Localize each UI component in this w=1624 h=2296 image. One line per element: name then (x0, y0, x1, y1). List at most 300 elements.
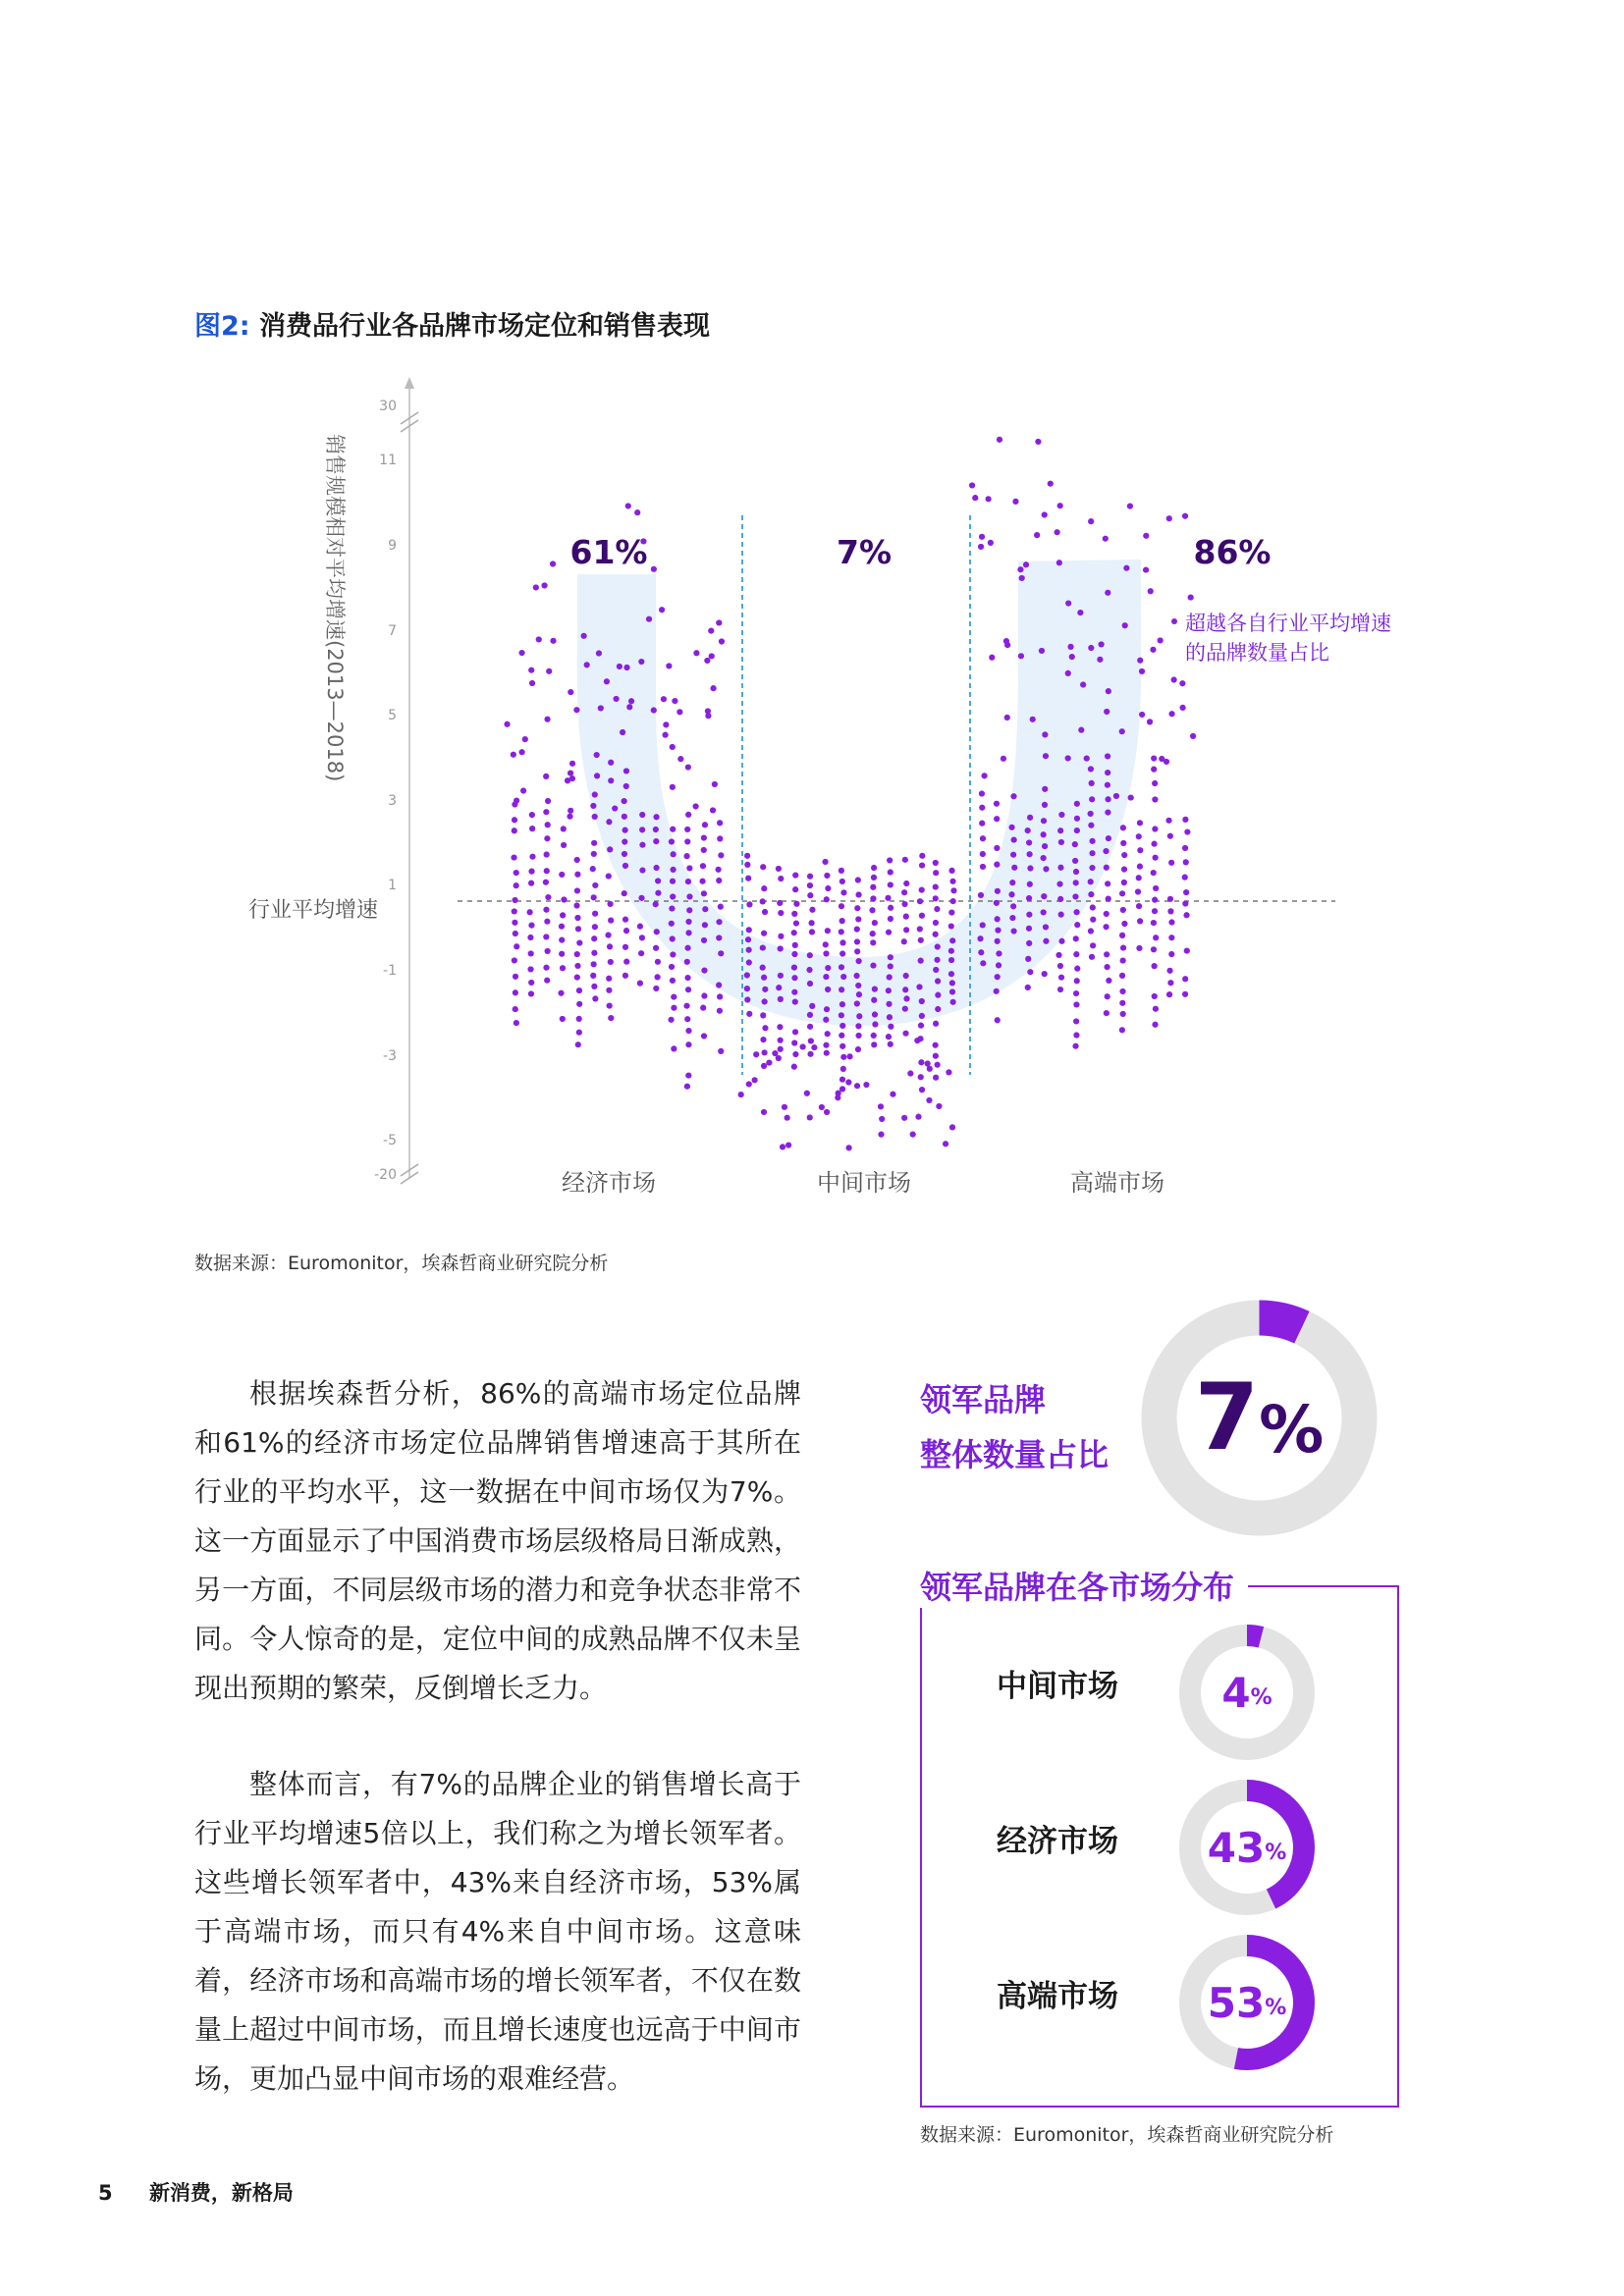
scatter-point (886, 988, 892, 993)
scatter-point (622, 890, 627, 896)
scatter-point (608, 760, 614, 766)
scatter-point (1041, 909, 1047, 915)
scatter-point (1026, 912, 1032, 918)
scatter-point (1074, 828, 1080, 833)
scatter-point (1106, 835, 1111, 841)
scatter-point (512, 957, 517, 963)
scatter-point (512, 817, 517, 823)
scatter-point (933, 860, 939, 866)
scatter-point (590, 803, 596, 809)
scatter-point (933, 920, 939, 926)
scatter-point (528, 950, 534, 956)
scatter-point (1074, 922, 1080, 928)
scatter-point (1008, 825, 1014, 830)
scatter-point (1137, 864, 1143, 870)
scatter-point (856, 991, 862, 997)
scatter-point (514, 1020, 519, 1026)
scatter-point (870, 884, 876, 890)
market-percent-num: 4 (1221, 1668, 1251, 1717)
scatter-point (655, 959, 661, 965)
scatter-point (1128, 794, 1134, 800)
scatter-point (550, 561, 556, 566)
scatter-point (527, 934, 533, 940)
scatter-point (839, 879, 845, 884)
scatter-point (981, 773, 987, 778)
scatter-point (716, 878, 722, 883)
scatter-point (672, 698, 677, 704)
market-name: 中间市场 (997, 1669, 1118, 1704)
scatter-point (792, 1051, 798, 1057)
scatter-point (1030, 717, 1036, 722)
scatter-point (1010, 928, 1016, 934)
scatter-point (671, 1005, 677, 1011)
scatter-point (529, 854, 535, 860)
scatter-point (1165, 818, 1171, 824)
scatter-point (854, 926, 860, 932)
scatter-point (903, 995, 909, 1001)
scatter-point (1043, 924, 1049, 930)
scatter-point (840, 1066, 846, 1072)
scatter-point (902, 1031, 908, 1037)
scatter-point (886, 930, 892, 935)
scatter-point (1011, 865, 1017, 871)
scatter-point (1182, 991, 1188, 997)
scatter-point (574, 963, 580, 969)
scatter-point (1055, 529, 1060, 535)
scatter-point (948, 948, 954, 954)
scatter-point (1153, 1006, 1159, 1012)
scatter-point (760, 1012, 766, 1018)
scatter-point (513, 989, 518, 995)
scatter-point (620, 729, 625, 735)
scatter-point (1137, 847, 1143, 853)
leader-label-line1: 领军品牌 (920, 1381, 1047, 1418)
scatter-point (573, 707, 579, 713)
scatter-point (1105, 810, 1110, 816)
scatter-point (996, 950, 1001, 956)
scatter-point (980, 922, 986, 928)
scatter-point (933, 1021, 939, 1027)
scatter-point (699, 879, 705, 884)
scatter-point (560, 912, 566, 918)
market-percent-unit: % (1265, 1840, 1287, 1865)
scatter-point (1065, 755, 1071, 761)
scatter-point (791, 911, 797, 917)
scatter-point (919, 862, 925, 868)
scatter-point (543, 934, 549, 939)
scatter-point (1119, 890, 1125, 896)
scatter-point (994, 900, 1000, 906)
scatter-point (683, 853, 689, 859)
scatter-point (886, 1001, 892, 1007)
scatter-point (1168, 951, 1174, 957)
scatter-point (807, 882, 813, 888)
scatter-point (1072, 893, 1078, 899)
scatter-point (1009, 880, 1015, 885)
scatter-point (872, 1021, 878, 1027)
scatter-point (809, 1003, 815, 1009)
scatter-point (869, 907, 875, 913)
market-percent (1178, 1624, 1316, 1761)
scatter-point (917, 926, 923, 932)
scatter-point (653, 901, 659, 907)
leader-share-unit: % (1259, 1392, 1325, 1468)
scatter-point (639, 934, 645, 940)
scatter-point (1041, 893, 1047, 899)
scatter-point (544, 868, 550, 874)
scatter-point (887, 974, 893, 980)
scatter-point (845, 1079, 851, 1085)
scatter-point (1039, 648, 1045, 654)
scatter-point (762, 909, 768, 915)
scatter-point (760, 864, 766, 870)
scatter-point (558, 990, 564, 996)
scatter-point (746, 927, 752, 933)
scatter-point (596, 650, 602, 656)
y-axis-arrow (405, 377, 414, 389)
scatter-point (902, 987, 908, 992)
annotation-dot (1171, 618, 1177, 624)
scatter-point (666, 663, 672, 668)
scatter-point (888, 916, 893, 922)
scatter-point (746, 901, 752, 907)
scatter-point (701, 937, 707, 943)
scatter-point (1167, 896, 1173, 902)
scatter-point (1119, 988, 1125, 994)
scatter-point (512, 920, 517, 926)
scatter-point (623, 863, 628, 869)
market-percent-num: 53 (1207, 1978, 1266, 2027)
scatter-point (623, 665, 629, 670)
scatter-point (791, 975, 797, 981)
scatter-point (545, 948, 551, 954)
scatter-point (1023, 561, 1029, 567)
scatter-point (576, 1030, 582, 1036)
scatter-point (1025, 956, 1031, 962)
scatter-point (919, 887, 925, 893)
scatter-point (995, 928, 1001, 934)
scatter-point (949, 988, 955, 994)
scatter-point (746, 1081, 752, 1087)
scatter-point (1027, 881, 1033, 887)
scatter-point (1182, 513, 1188, 519)
scatter-point (996, 962, 1001, 968)
scatter-point (684, 945, 690, 951)
scatter-point (918, 958, 924, 964)
scatter-point (1147, 719, 1153, 724)
scatter-point (1105, 590, 1110, 596)
scatter-point (1120, 907, 1126, 913)
scatter-point (745, 876, 751, 881)
market-percent-unit: % (1250, 1684, 1272, 1710)
scatter-point (995, 888, 1001, 894)
scatter-point (576, 988, 582, 993)
scatter-point (591, 950, 597, 956)
scatter-point (1090, 917, 1096, 923)
scatter-point (684, 975, 690, 981)
scatter-point (718, 1048, 724, 1054)
scatter-point (655, 878, 661, 883)
scatter-point (792, 998, 798, 1004)
scatter-point (1153, 934, 1159, 940)
scatter-point (1074, 816, 1080, 822)
scatter-point (1042, 511, 1048, 517)
scatter-point (1001, 756, 1006, 762)
scatter-point (916, 984, 922, 989)
scatter-point (994, 816, 1000, 822)
scatter-point (1035, 439, 1041, 445)
scatter-point (978, 544, 984, 550)
scatter-point (1073, 1032, 1079, 1038)
market-row (997, 1661, 1118, 1705)
y-tick-label: -3 (383, 1048, 397, 1064)
scatter-point (994, 845, 1000, 851)
scatter-point (684, 827, 690, 832)
scatter-point (623, 928, 629, 934)
y-tick-label: 5 (388, 708, 397, 723)
scatter-point (1019, 575, 1025, 581)
scatter-point (1123, 565, 1129, 571)
scatter-point (1151, 920, 1157, 926)
scatter-point (608, 777, 614, 783)
scatter-point (646, 616, 652, 622)
scatter-point (1073, 935, 1079, 941)
figure-title-text: 消费品行业各品牌市场定位和销售表现 (259, 311, 710, 342)
scatter-point (807, 892, 813, 898)
scatter-point (1104, 911, 1110, 917)
scatter-point (1027, 815, 1033, 821)
scatter-point (809, 929, 815, 934)
scatter-point (994, 862, 1000, 868)
scatter-point (793, 901, 799, 907)
scatter-point (778, 1046, 784, 1052)
scatter-point (839, 987, 844, 992)
scatter-point (825, 987, 831, 992)
market-percent (1178, 1779, 1316, 1916)
scatter-point (575, 1041, 581, 1047)
scatter-point (1182, 845, 1188, 851)
scatter-point (825, 1031, 831, 1037)
scatter-point (949, 879, 955, 884)
scatter-point (980, 851, 986, 857)
scatter-point (878, 1103, 884, 1109)
scatter-point (792, 942, 798, 948)
scatter-point (1152, 1022, 1158, 1028)
scatter-point (886, 1034, 892, 1040)
scatter-point (1042, 971, 1048, 977)
scatter-point (1048, 481, 1054, 487)
scatter-point (994, 988, 1000, 994)
scatter-point (839, 939, 845, 945)
scatter-point (1120, 1011, 1126, 1017)
scatter-point (702, 906, 708, 912)
scatter-point (561, 826, 567, 831)
scatter-point (919, 913, 925, 919)
scatter-point (1073, 909, 1079, 915)
y-tick-label: 9 (388, 538, 397, 554)
scatter-point (972, 495, 978, 501)
scatter-point (670, 935, 676, 941)
scatter-point (914, 1038, 920, 1043)
scatter-point (994, 801, 1000, 807)
scatter-point (1135, 888, 1141, 894)
scatter-point (793, 920, 799, 926)
scatter-point (823, 941, 829, 947)
scatter-point (623, 768, 629, 774)
scatter-point (670, 744, 676, 750)
scatter-point (870, 939, 876, 945)
scatter-point (840, 889, 846, 895)
scatter-point (528, 881, 534, 886)
scatter-point (871, 997, 877, 1003)
scatter-point (528, 980, 534, 986)
scatter-point (839, 1012, 844, 1018)
scatter-point (544, 717, 550, 722)
scatter-point (948, 868, 954, 874)
scatter-point (683, 1003, 689, 1009)
scatter-point (1121, 852, 1127, 858)
scatter-point (701, 1033, 707, 1039)
scatter-point (576, 1016, 582, 1022)
body-text (194, 1369, 801, 2151)
scatter-point (888, 905, 893, 911)
scatter-point (791, 965, 797, 971)
scatter-point (607, 846, 613, 852)
scatter-point (761, 1049, 767, 1055)
scatter-point (823, 974, 829, 980)
scatter-point (1089, 865, 1095, 871)
distribution-title: 领军品牌在各市场分布 (916, 1563, 1248, 1608)
scatter-point (1057, 503, 1063, 508)
scatter-point (511, 854, 516, 860)
scatter-point (1168, 711, 1174, 717)
scatter-point (933, 1053, 939, 1059)
distribution-source: 数据来源：Euromonitor，埃森哲商业研究院分析 (920, 2124, 1334, 2146)
scatter-point (979, 805, 985, 811)
scatter-point (592, 814, 598, 820)
scatter-point (825, 885, 831, 891)
scatter-point (903, 927, 909, 933)
scatter-point (1137, 658, 1143, 664)
scatter-point (544, 851, 550, 857)
scatter-point (716, 934, 722, 940)
scatter-point (878, 1132, 884, 1138)
scatter-point (791, 930, 797, 935)
scatter-point (778, 1038, 784, 1043)
scatter-point (1027, 865, 1033, 871)
scatter-point (824, 1006, 830, 1012)
scatter-point (760, 898, 766, 904)
scatter-point (1073, 1001, 1079, 1007)
scatter-point (1073, 990, 1079, 996)
scatter-point (907, 1070, 913, 1076)
scatter-point (561, 896, 567, 902)
scatter-point (978, 892, 984, 898)
scatter-point (1105, 770, 1110, 775)
market-name: 经济市场 (997, 1824, 1118, 1859)
scatter-point (1139, 668, 1145, 674)
scatter-point (1152, 897, 1158, 903)
scatter-point (808, 920, 814, 926)
scatter-point (943, 1141, 948, 1147)
scatter-point (950, 999, 956, 1005)
scatter-point (1104, 1010, 1110, 1016)
scatter-point (702, 822, 708, 828)
scatter-point (1056, 560, 1062, 565)
scatter-point (806, 967, 812, 973)
scatter-point (854, 948, 860, 954)
scatter-point (1106, 978, 1111, 984)
scatter-point (766, 1059, 772, 1065)
scatter-point (1043, 753, 1049, 759)
scatter-point (762, 987, 768, 992)
scatter-point (686, 893, 692, 899)
scatter-point (1034, 532, 1040, 538)
scatter-point (670, 867, 676, 873)
scatter-point (685, 879, 691, 884)
scatter-point (653, 986, 659, 991)
scatter-point (639, 812, 645, 818)
scatter-point (744, 996, 750, 1002)
scatter-point (1104, 709, 1110, 715)
scatter-point (638, 895, 644, 901)
scatter-point (1105, 881, 1110, 886)
scatter-point (792, 1029, 798, 1035)
scatter-point (854, 938, 860, 944)
scatter-point (1027, 969, 1033, 975)
x-label-economy: 经济市场 (562, 1169, 656, 1197)
scatter-point (1072, 858, 1078, 864)
scatter-point (543, 880, 549, 885)
scatter-point (761, 975, 767, 981)
scatter-point (607, 901, 613, 907)
scatter-point (1106, 688, 1111, 694)
scatter-point (760, 1037, 766, 1042)
market-percent-num: 43 (1207, 1823, 1266, 1872)
scatter-point (1167, 980, 1173, 986)
scatter-point (634, 509, 640, 515)
scatter-point (824, 896, 830, 902)
scatter-point (778, 876, 784, 881)
scatter-point (1152, 908, 1158, 914)
scatter-point (1127, 503, 1133, 508)
scatter-point (1058, 812, 1064, 818)
scatter-point (846, 1053, 852, 1059)
scatter-point (598, 705, 604, 711)
scatter-point (933, 870, 939, 876)
scatter-point (744, 972, 750, 978)
scatter-point (871, 1033, 877, 1039)
scatter-point (948, 923, 954, 929)
scatter-point (591, 840, 597, 846)
scatter-point (568, 808, 573, 814)
paragraph-1: 根据埃森哲分析，86%的高端市场定位品牌和61%的经济市场定位品牌销售增速高于其所在行业的平均水平，这一数据在中间市场仅为7%。这一方面显示了中国消费市场层级格局日渐成熟，另一方面，不同层级市场的潜力和竞争状态非常不同。令人惊奇的是，定位中间的成熟品牌不仅未呈现出预期的繁荣，反倒增长乏力。 (194, 1377, 801, 1704)
scatter-point (575, 926, 581, 932)
scatter-point (1074, 966, 1080, 972)
scatter-point (685, 1041, 691, 1047)
scatter-point (854, 905, 860, 911)
scatter-point (1072, 1043, 1078, 1049)
scatter-point (926, 1097, 932, 1103)
scatter-point (693, 650, 699, 656)
scatter-point (791, 1040, 797, 1045)
scatter-point (1152, 963, 1158, 969)
scatter-point (839, 868, 844, 874)
scatter-point (933, 1075, 939, 1081)
scatter-point (1090, 942, 1096, 948)
scatter-point (560, 965, 566, 971)
scatter-point (705, 713, 711, 719)
